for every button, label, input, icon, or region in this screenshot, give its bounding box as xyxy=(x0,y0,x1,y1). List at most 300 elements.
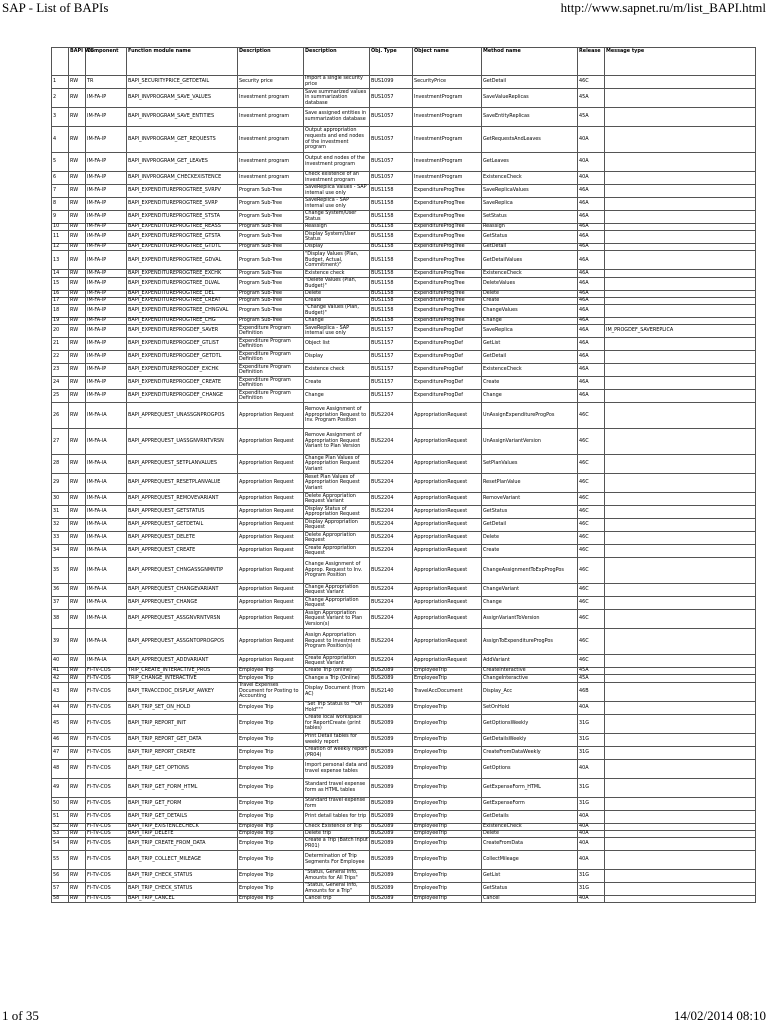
table-row xyxy=(52,545,756,558)
message-type xyxy=(605,403,756,429)
function-module-name: BAPI_TRIP_REPORT_GET_DATA xyxy=(127,733,238,746)
row-number: 34 xyxy=(52,545,69,558)
table-row xyxy=(52,668,756,675)
method-name: SaveReplicaValues xyxy=(482,185,578,198)
bapi-wg: RW xyxy=(69,429,86,455)
bapi-wg: RW xyxy=(69,714,86,733)
function-module-name: BAPI_APPREQUEST_CHNGASSGNMNTIP xyxy=(127,558,238,584)
method-name: DeleteValues xyxy=(482,277,578,290)
table-row xyxy=(52,153,756,172)
release: 45A xyxy=(578,675,605,682)
release: 46C xyxy=(578,506,605,519)
description-detail: Cancel trip xyxy=(304,895,370,902)
component: FI-TV-COS xyxy=(86,830,127,837)
component: FI-TV-COS xyxy=(86,797,127,810)
method-name: Reassign xyxy=(482,224,578,231)
description: Program Sub-Tree xyxy=(238,198,304,211)
description: Program Sub-Tree xyxy=(238,304,304,317)
function-module-name: BAPI_APPREQUEST_CREATE xyxy=(127,545,238,558)
release: 46A xyxy=(578,231,605,244)
function-module-name: BAPI_EXPENDITUREPROGTREE_CREAT xyxy=(127,297,238,304)
message-type xyxy=(605,108,756,127)
function-module-name: BAPI_EXPENDITUREPROGDEF_CREATE xyxy=(127,377,238,390)
obj-type: BUS1158 xyxy=(370,198,413,211)
function-module-name: BAPI_EXPENDITUREPROGTREE_GDVAL xyxy=(127,251,238,270)
description-detail: Import a single security price xyxy=(304,76,370,89)
function-module-name: BAPI_TRIP_COLLECT_MILEAGE xyxy=(127,850,238,869)
bapi-wg: RW xyxy=(69,185,86,198)
function-module-name: BAPI_EXPENDITUREPROGDEF_GETDTL xyxy=(127,351,238,364)
function-module-name: BAPI_TRIP_REPORT_INIT xyxy=(127,714,238,733)
description-detail: Display xyxy=(304,351,370,364)
table-row xyxy=(52,231,756,244)
description-detail: Print Detail tables for weekly report xyxy=(304,733,370,746)
message-type xyxy=(605,338,756,351)
row-number: 32 xyxy=(52,519,69,532)
description: Employee Trip xyxy=(238,668,304,675)
method-name: GetExpenseForm_HTML xyxy=(482,778,578,797)
release: 46A xyxy=(578,251,605,270)
description-detail: Change Assignment of Approp. Request to Inv. Program Position xyxy=(304,558,370,584)
object-name: ExpenditureProgDef xyxy=(413,390,482,403)
obj-type: BUS2089 xyxy=(370,759,413,778)
row-number: 23 xyxy=(52,364,69,377)
function-module-name: BAPI_INVPROGRAM_CHECKEXISTENCE xyxy=(127,172,238,185)
description: Program Sub-Tree xyxy=(238,251,304,270)
description-detail: Check existence of an investment program xyxy=(304,172,370,185)
function-module-name: BAPI_APPREQUEST_GETSTATUS xyxy=(127,506,238,519)
component: FI-TV-COS xyxy=(86,778,127,797)
bapi-wg: RW xyxy=(69,338,86,351)
bapi-wg: RW xyxy=(69,797,86,810)
row-number: 47 xyxy=(52,746,69,759)
method-name: GetList xyxy=(482,869,578,882)
obj-type: BUS2204 xyxy=(370,629,413,655)
description: Program Sub-Tree xyxy=(238,224,304,231)
row-number: 51 xyxy=(52,810,69,823)
description-detail: Remove Assignment of Appropriation Request Variant to Plan Version xyxy=(304,429,370,455)
description-detail: Existence check xyxy=(304,270,370,277)
function-module-name: BAPI_EXPENDITUREPROGTREE_GTDTL xyxy=(127,244,238,251)
bapi-wg: RW xyxy=(69,108,86,127)
object-name: EmployeeTrip xyxy=(413,759,482,778)
component: FI-TV-COS xyxy=(86,837,127,850)
table-row xyxy=(52,850,756,869)
table-row xyxy=(52,211,756,224)
object-name: ExpenditureProgDef xyxy=(413,377,482,390)
description: Employee Trip xyxy=(238,882,304,895)
description: Investment program xyxy=(238,172,304,185)
component: IM-FA-IP xyxy=(86,244,127,251)
release: 31G xyxy=(578,714,605,733)
message-type xyxy=(605,127,756,153)
component: IM-FA-IP xyxy=(86,127,127,153)
bapi-wg: RW xyxy=(69,325,86,338)
row-number: 29 xyxy=(52,474,69,493)
message-type-header: Message type xyxy=(605,48,756,76)
object-name: InvestmentProgram xyxy=(413,153,482,172)
description: Investment program xyxy=(238,108,304,127)
table-row xyxy=(52,351,756,364)
bapi-wg: RW xyxy=(69,244,86,251)
message-type xyxy=(605,778,756,797)
bapi-wg: RW xyxy=(69,377,86,390)
component: FI-TV-COS xyxy=(86,823,127,830)
description-detail: Output end nodes of the investment program xyxy=(304,153,370,172)
message-type xyxy=(605,198,756,211)
method-name: GetOptions xyxy=(482,759,578,778)
function-module-name: BAPI_APPREQUEST_REMOVEVARIANT xyxy=(127,493,238,506)
row-number: 22 xyxy=(52,351,69,364)
table-row xyxy=(52,474,756,493)
row-number: 36 xyxy=(52,584,69,597)
function-module-name: BAPI_EXPENDITUREPROGTREE_SVRPV xyxy=(127,185,238,198)
description-detail: Create local workspace for ReportCreate (print tables) xyxy=(304,714,370,733)
message-type xyxy=(605,519,756,532)
obj-type: BUS2204 xyxy=(370,584,413,597)
description-detail: Delete trip xyxy=(304,830,370,837)
bapi-wg: RW xyxy=(69,270,86,277)
table-row xyxy=(52,506,756,519)
obj-type: BUS1158 xyxy=(370,231,413,244)
message-type xyxy=(605,153,756,172)
component: IM-FA-IP xyxy=(86,364,127,377)
table-row xyxy=(52,172,756,185)
obj-type: BUS2204 xyxy=(370,610,413,629)
message-type xyxy=(605,244,756,251)
bapi-wg: RW xyxy=(69,830,86,837)
component: IM-FA-IP xyxy=(86,290,127,297)
description: Appropriation Request xyxy=(238,558,304,584)
method-name: RemoveVariant xyxy=(482,493,578,506)
bapi-wg: RW xyxy=(69,403,86,429)
obj-type: BUS2089 xyxy=(370,675,413,682)
row-number: 55 xyxy=(52,850,69,869)
message-type xyxy=(605,558,756,584)
function-module-name: BAPI_INVPROGRAM_SAVE_ENTITIES xyxy=(127,108,238,127)
row-number: 20 xyxy=(52,325,69,338)
method-name: Display_Acc xyxy=(482,682,578,701)
method-name: GetList xyxy=(482,338,578,351)
method-name: SaveReplica xyxy=(482,325,578,338)
table-row xyxy=(52,655,756,668)
obj-type: BUS1158 xyxy=(370,290,413,297)
bapi-wg: RW xyxy=(69,629,86,655)
description-detail: Delete Appropriation Request Variant xyxy=(304,493,370,506)
release: 46A xyxy=(578,351,605,364)
release: 31G xyxy=(578,797,605,810)
component: IM-FA-IP xyxy=(86,377,127,390)
row-number: 35 xyxy=(52,558,69,584)
row-number: 30 xyxy=(52,493,69,506)
bapi-wg: RW xyxy=(69,682,86,701)
message-type xyxy=(605,869,756,882)
bapi-wg: RW xyxy=(69,455,86,474)
obj-type: BUS2089 xyxy=(370,714,413,733)
method-name: GetOptionsWeekly xyxy=(482,714,578,733)
component: FI-TV-COS xyxy=(86,746,127,759)
description: Program Sub-Tree xyxy=(238,277,304,290)
description: Program Sub-Tree xyxy=(238,290,304,297)
function-module-name: BAPI_INVPROGRAM_SAVE_VALUES xyxy=(127,89,238,108)
table-row xyxy=(52,610,756,629)
bapi-wg-header: BAPI WG xyxy=(69,48,86,76)
bapi-wg: RW xyxy=(69,675,86,682)
obj-type: BUS2089 xyxy=(370,869,413,882)
release: 40A xyxy=(578,153,605,172)
description-detail: Check Existence of Trip xyxy=(304,823,370,830)
object-name: ExpenditureProgDef xyxy=(413,364,482,377)
object-name: ExpenditureProgTree xyxy=(413,270,482,277)
object-name: EmployeeTrip xyxy=(413,823,482,830)
description: Program Sub-Tree xyxy=(238,317,304,324)
object-name: EmployeeTrip xyxy=(413,733,482,746)
row-number: 4 xyxy=(52,127,69,153)
row-number: 28 xyxy=(52,455,69,474)
table-row xyxy=(52,76,756,89)
table-row xyxy=(52,224,756,231)
component: IM-FA-IP xyxy=(86,153,127,172)
release: 46C xyxy=(578,532,605,545)
message-type xyxy=(605,532,756,545)
method-name: Cancel xyxy=(482,895,578,902)
bapi-wg: RW xyxy=(69,351,86,364)
obj-type: BUS1057 xyxy=(370,127,413,153)
component: FI-TV-COS xyxy=(86,759,127,778)
release: 46C xyxy=(578,455,605,474)
bapi-wg: RW xyxy=(69,895,86,902)
message-type: IM_PROGDEF_SAVEREPLICA xyxy=(605,325,756,338)
description-detail: Existence check xyxy=(304,364,370,377)
component: IM-FA-IP xyxy=(86,317,127,324)
object-name: ExpenditureProgTree xyxy=(413,211,482,224)
row-number: 33 xyxy=(52,532,69,545)
table-row xyxy=(52,733,756,746)
message-type xyxy=(605,797,756,810)
row-number: 31 xyxy=(52,506,69,519)
message-type xyxy=(605,733,756,746)
release: 46C xyxy=(578,493,605,506)
method-name: GetDetail xyxy=(482,244,578,251)
bapi-wg: RW xyxy=(69,837,86,850)
obj-type: BUS1158 xyxy=(370,244,413,251)
obj-type: BUS2089 xyxy=(370,895,413,902)
object-name: ExpenditureProgTree xyxy=(413,224,482,231)
release: 46A xyxy=(578,211,605,224)
object-name: ExpenditureProgDef xyxy=(413,351,482,364)
row-number: 49 xyxy=(52,778,69,797)
obj-type: BUS1157 xyxy=(370,338,413,351)
method-name: ChangeInteractive xyxy=(482,675,578,682)
description-detail: Create Trip (online) xyxy=(304,668,370,675)
table-row xyxy=(52,338,756,351)
release: 46A xyxy=(578,198,605,211)
description-detail: Reset Plan Values of Appropriation Request Variant xyxy=(304,474,370,493)
table-row xyxy=(52,185,756,198)
obj-type: BUS1157 xyxy=(370,351,413,364)
row-number: 14 xyxy=(52,270,69,277)
function-module-name: BAPI_SECURITYPRICE_GETDETAIL xyxy=(127,76,238,89)
obj-type: BUS2204 xyxy=(370,493,413,506)
description-detail: Change Appropriation Request xyxy=(304,597,370,610)
bapi-wg: RW xyxy=(69,127,86,153)
obj-type-header: Obj. Type xyxy=(370,48,413,76)
release: 40A xyxy=(578,837,605,850)
obj-type: BUS2089 xyxy=(370,733,413,746)
component: IM-FA-IA xyxy=(86,455,127,474)
method-name: Delete xyxy=(482,290,578,297)
description-detail: Creation of weekly report (PR04) xyxy=(304,746,370,759)
component: IM-FA-IP xyxy=(86,108,127,127)
message-type xyxy=(605,231,756,244)
description: Appropriation Request xyxy=(238,506,304,519)
bapi-wg: RW xyxy=(69,317,86,324)
message-type xyxy=(605,545,756,558)
message-type xyxy=(605,377,756,390)
message-type xyxy=(605,746,756,759)
row-number: 16 xyxy=(52,290,69,297)
description: Program Sub-Tree xyxy=(238,297,304,304)
obj-type: BUS2089 xyxy=(370,823,413,830)
function-module-name: BAPI_TRIP_EXISTENCECHECK xyxy=(127,823,238,830)
description-detail: Create xyxy=(304,297,370,304)
table-row xyxy=(52,377,756,390)
message-type xyxy=(605,584,756,597)
table-row xyxy=(52,797,756,810)
component: IM-FA-IP xyxy=(86,198,127,211)
object-name: ExpenditureProgDef xyxy=(413,325,482,338)
obj-type: BUS1158 xyxy=(370,270,413,277)
row-number: 53 xyxy=(52,830,69,837)
bapi-wg: RW xyxy=(69,153,86,172)
function-module-name: BAPI_APPREQUEST_ADDVARIANT xyxy=(127,655,238,668)
description: Employee Trip xyxy=(238,675,304,682)
page-url: http://www.sapnet.ru/m/list_BAPI.html xyxy=(560,0,766,15)
component: IM-FA-IA xyxy=(86,474,127,493)
description-detail: Object list xyxy=(304,338,370,351)
method-name: Delete xyxy=(482,830,578,837)
object-name: AppropriationRequest xyxy=(413,655,482,668)
release: 46A xyxy=(578,317,605,324)
method-name: GetRequestsAndLeaves xyxy=(482,127,578,153)
obj-type: BUS1158 xyxy=(370,304,413,317)
bapi-wg: RW xyxy=(69,493,86,506)
description-header: Description xyxy=(238,48,304,76)
table-row xyxy=(52,895,756,902)
description: Employee Trip xyxy=(238,837,304,850)
description: Employee Trip xyxy=(238,759,304,778)
description: Expenditure Program Definition xyxy=(238,390,304,403)
description-detail: Change xyxy=(304,390,370,403)
bapi-wg: RW xyxy=(69,290,86,297)
object-name: AppropriationRequest xyxy=(413,493,482,506)
component: IM-FA-IP xyxy=(86,390,127,403)
component: IM-FA-IP xyxy=(86,251,127,270)
method-name: SetOnHold xyxy=(482,701,578,714)
description-detail: Output appropriation requests and end nodes of the investment program xyxy=(304,127,370,153)
message-type xyxy=(605,390,756,403)
table-row xyxy=(52,810,756,823)
component: IM-FA-IP xyxy=(86,270,127,277)
bapi-wg: RW xyxy=(69,733,86,746)
description-detail: Delete Appropriation Request xyxy=(304,532,370,545)
release: 40A xyxy=(578,895,605,902)
bapi-wg: RW xyxy=(69,746,86,759)
row-number-header xyxy=(52,48,69,76)
component: IM-FA-IA xyxy=(86,558,127,584)
object-name: InvestmentProgram xyxy=(413,172,482,185)
component: IM-FA-IA xyxy=(86,506,127,519)
obj-type: BUS2089 xyxy=(370,701,413,714)
component: IM-FA-IA xyxy=(86,597,127,610)
release: 46C xyxy=(578,474,605,493)
description: Employee Trip xyxy=(238,714,304,733)
bapi-wg: RW xyxy=(69,297,86,304)
message-type xyxy=(605,597,756,610)
description-detail: Display Appropriation Request xyxy=(304,519,370,532)
description-detail: "Status, General Info, Amounts for All Trips" xyxy=(304,869,370,882)
object-name: AppropriationRequest xyxy=(413,610,482,629)
description: Appropriation Request xyxy=(238,429,304,455)
obj-type: BUS2089 xyxy=(370,850,413,869)
method-name: ExistenceCheck xyxy=(482,172,578,185)
description-detail: Create xyxy=(304,377,370,390)
description: Program Sub-Tree xyxy=(238,185,304,198)
description-detail: "Change Values (Plan, Budget)" xyxy=(304,304,370,317)
object-name: AppropriationRequest xyxy=(413,558,482,584)
object-name: EmployeeTrip xyxy=(413,746,482,759)
table-row xyxy=(52,317,756,324)
row-number: 8 xyxy=(52,198,69,211)
function-module-name: BAPI_APPREQUEST_RESETPLANVALUE xyxy=(127,474,238,493)
component: FI-TV-COS xyxy=(86,682,127,701)
bapi-wg: RW xyxy=(69,172,86,185)
function-module-name: BAPI_EXPENDITUREPROGTREE_CHNGVAL xyxy=(127,304,238,317)
obj-type: BUS1158 xyxy=(370,251,413,270)
table-row xyxy=(52,675,756,682)
table-header-row xyxy=(52,48,756,76)
description: Employee Trip xyxy=(238,701,304,714)
component: FI-TV-COS xyxy=(86,810,127,823)
obj-type: BUS1057 xyxy=(370,153,413,172)
table-row xyxy=(52,390,756,403)
obj-type: BUS2089 xyxy=(370,778,413,797)
component: FI-TV-COS xyxy=(86,675,127,682)
description-detail: Create Appropriation Request xyxy=(304,545,370,558)
release: 46A xyxy=(578,297,605,304)
description: Employee Trip xyxy=(238,823,304,830)
message-type xyxy=(605,675,756,682)
bapi-wg: RW xyxy=(69,251,86,270)
object-name: ExpenditureProgTree xyxy=(413,198,482,211)
object-name: EmployeeTrip xyxy=(413,797,482,810)
row-number: 17 xyxy=(52,297,69,304)
table-row xyxy=(52,682,756,701)
message-type xyxy=(605,668,756,675)
row-number: 27 xyxy=(52,429,69,455)
row-number: 24 xyxy=(52,377,69,390)
obj-type: BUS1057 xyxy=(370,172,413,185)
bapi-wg: RW xyxy=(69,231,86,244)
row-number: 18 xyxy=(52,304,69,317)
function-module-name: BAPI_APPREQUEST_CHANGE xyxy=(127,597,238,610)
row-number: 43 xyxy=(52,682,69,701)
description: Employee Trip xyxy=(238,797,304,810)
method-name: SaveReplica xyxy=(482,198,578,211)
obj-type: BUS1158 xyxy=(370,317,413,324)
release: 40A xyxy=(578,823,605,830)
component: FI-TV-COS xyxy=(86,714,127,733)
